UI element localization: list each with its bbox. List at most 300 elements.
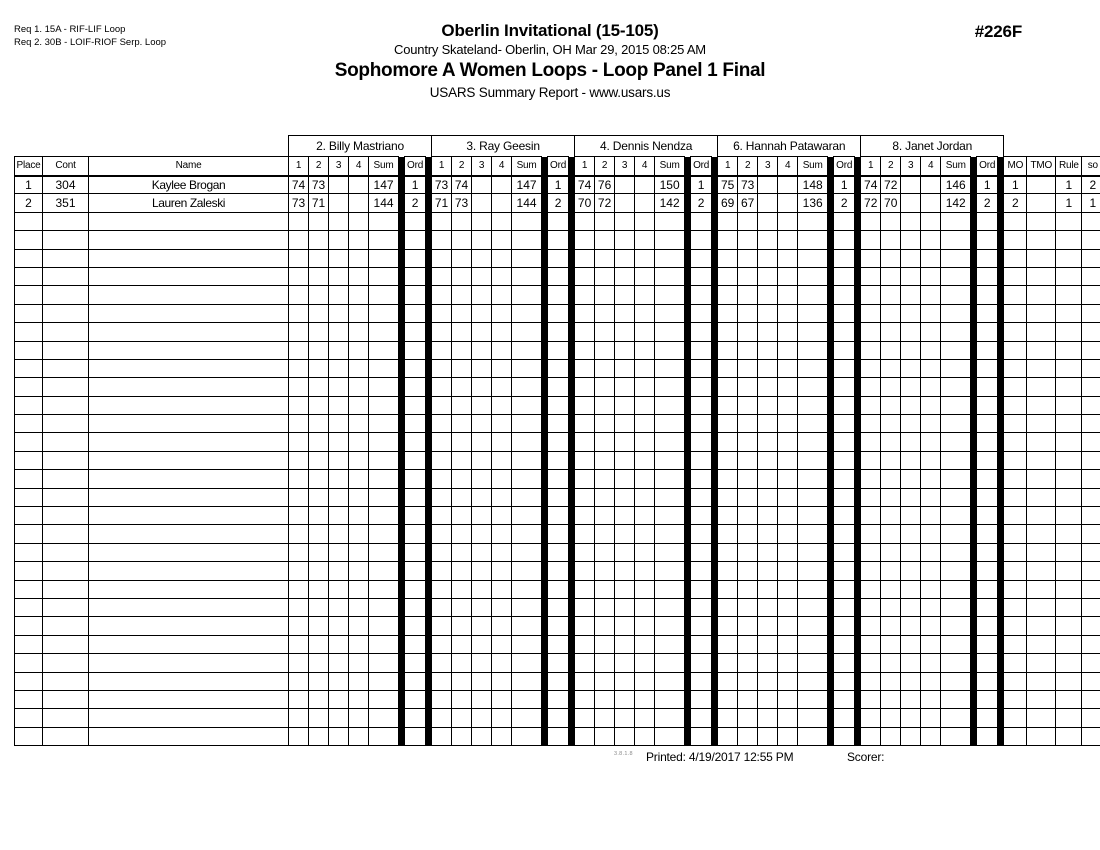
cell-judge-4-ord: 1 (834, 176, 855, 194)
cell-judge-3-col-5 (655, 598, 685, 616)
cell-judge-2-score-2: 74 (452, 176, 472, 194)
scorer-label: Scorer: (847, 750, 885, 764)
cell-judge-2-col-4 (492, 562, 512, 580)
cell-judge-1-col-1 (289, 267, 309, 285)
cell-judge-3-col-4 (635, 231, 655, 249)
cell-judge-2-col-2 (452, 415, 472, 433)
cell-so (1082, 690, 1100, 708)
cell-judge-5-col-5 (941, 727, 971, 745)
header-place: Place (15, 157, 43, 176)
cell-mo (1004, 396, 1027, 414)
cell-judge-3-col-2 (595, 598, 615, 616)
header-judge-5-col-2: 2 (881, 157, 901, 176)
cell-judge-5-col-2 (881, 433, 901, 451)
cell-place (15, 525, 43, 543)
cell-judge-5-score-2: 72 (881, 176, 901, 194)
cell-judge-1-col-4 (349, 635, 369, 653)
cell-judge-2-col-4 (492, 470, 512, 488)
header-judge-1-col-3: 3 (329, 157, 349, 176)
cell-judge-1-col-1 (289, 396, 309, 414)
cell-name (89, 212, 289, 230)
cell-judge-1-col-5 (369, 654, 399, 672)
cell-rule (1056, 415, 1082, 433)
cell-so (1082, 488, 1100, 506)
cell-judge-3-col-5 (655, 451, 685, 469)
header-judge-1-col-Sum: Sum (369, 157, 399, 176)
cell-judge-5-col-2 (881, 286, 901, 304)
cell-judge-5-col-1 (861, 286, 881, 304)
cell-judge-3-col-2 (595, 378, 615, 396)
cell-mo: 1 (1004, 176, 1027, 194)
cell-judge-3-score-2: 72 (595, 194, 615, 212)
cell-judge-1-col-3 (329, 249, 349, 267)
cell-judge-1-ord (405, 267, 426, 285)
cell-rule (1056, 433, 1082, 451)
cell-judge-4-col-4 (778, 470, 798, 488)
cell-cont (43, 617, 89, 635)
cell-place (15, 580, 43, 598)
cell-mo (1004, 378, 1027, 396)
cell-judge-1-col-2 (309, 396, 329, 414)
cell-judge-3-score-2: 76 (595, 176, 615, 194)
cell-judge-2-col-2 (452, 359, 472, 377)
cell-judge-4-col-1 (718, 212, 738, 230)
cell-judge-3-col-4 (635, 267, 655, 285)
cell-judge-4-col-4 (778, 580, 798, 598)
cell-judge-1-col-4 (349, 690, 369, 708)
cell-judge-5-col-1 (861, 690, 881, 708)
cell-judge-1-ord (405, 635, 426, 653)
cell-judge-4-col-4 (778, 396, 798, 414)
cell-judge-1-col-1 (289, 359, 309, 377)
cell-judge-2-ord (548, 690, 569, 708)
cell-rule (1056, 451, 1082, 469)
cell-judge-5-col-1 (861, 488, 881, 506)
cell-judge-1-col-5 (369, 488, 399, 506)
cell-rule (1056, 267, 1082, 285)
cell-judge-2-col-2 (452, 635, 472, 653)
meet-title: Oberlin Invitational (15-105) (441, 21, 659, 40)
cell-name (89, 672, 289, 690)
cell-judge-5-col-3 (901, 690, 921, 708)
cell-tmo (1027, 433, 1056, 451)
cell-judge-5-col-4 (921, 451, 941, 469)
header-judge-2-col-4: 4 (492, 157, 512, 176)
cell-judge-3-col-1 (575, 212, 595, 230)
cell-judge-3-col-1 (575, 267, 595, 285)
cell-judge-4-col-3 (758, 543, 778, 561)
cell-judge-3-col-3 (615, 323, 635, 341)
cell-place (15, 635, 43, 653)
cell-judge-2-col-1 (432, 672, 452, 690)
cell-judge-5-col-1 (861, 378, 881, 396)
cell-judge-3-col-3 (615, 727, 635, 745)
cell-judge-3-ord (691, 249, 712, 267)
cell-judge-4-score-3 (758, 194, 778, 212)
cell-judge-2-col-3 (472, 267, 492, 285)
cell-judge-4-col-4 (778, 543, 798, 561)
cell-judge-1-score-3 (329, 194, 349, 212)
cell-judge-3-col-2 (595, 249, 615, 267)
cell-judge-2-ord (548, 396, 569, 414)
cell-judge-3-col-2 (595, 617, 615, 635)
band-gap-tail (1004, 136, 1100, 157)
cell-judge-2-col-5 (512, 727, 542, 745)
cell-judge-5-col-1 (861, 709, 881, 727)
cell-judge-5-col-3 (901, 727, 921, 745)
cell-judge-3-col-3 (615, 304, 635, 322)
cell-so (1082, 635, 1100, 653)
cell-judge-1-col-4 (349, 359, 369, 377)
cell-judge-3-col-5 (655, 378, 685, 396)
cell-judge-3-col-1 (575, 341, 595, 359)
cell-judge-3-col-1 (575, 249, 595, 267)
cell-judge-1-col-1 (289, 617, 309, 635)
cell-judge-2-ord (548, 249, 569, 267)
cell-judge-1-col-5 (369, 507, 399, 525)
cell-judge-3-col-2 (595, 341, 615, 359)
table-row-empty (15, 415, 1100, 433)
cell-judge-3-col-4 (635, 709, 655, 727)
cell-judge-3-col-4 (635, 304, 655, 322)
cell-judge-5-col-4 (921, 359, 941, 377)
cell-place (15, 249, 43, 267)
cell-judge-5-ord (977, 470, 998, 488)
cell-place (15, 654, 43, 672)
cell-so (1082, 359, 1100, 377)
cell-judge-1-col-4 (349, 562, 369, 580)
cell-judge-3-col-2 (595, 507, 615, 525)
cell-judge-2-col-3 (472, 286, 492, 304)
cell-judge-4-col-1 (718, 562, 738, 580)
cell-judge-3-col-4 (635, 672, 655, 690)
cell-judge-3-ord (691, 672, 712, 690)
cell-judge-4-col-2 (738, 562, 758, 580)
cell-judge-2-col-3 (472, 617, 492, 635)
cell-judge-3-ord (691, 727, 712, 745)
cell-judge-5-col-1 (861, 507, 881, 525)
cell-judge-5-col-1 (861, 654, 881, 672)
cell-judge-5-col-2 (881, 598, 901, 616)
cell-judge-4-col-5 (798, 451, 828, 469)
cell-judge-3-col-2 (595, 562, 615, 580)
cell-judge-2-col-3 (472, 525, 492, 543)
cell-judge-3-col-2 (595, 267, 615, 285)
cell-mo (1004, 267, 1027, 285)
cell-judge-4-col-3 (758, 323, 778, 341)
header-name: Name (89, 157, 289, 176)
cell-judge-1-col-3 (329, 304, 349, 322)
cell-tmo (1027, 690, 1056, 708)
cell-judge-1-col-5 (369, 672, 399, 690)
cell-judge-2-col-1 (432, 727, 452, 745)
cell-judge-5-ord (977, 249, 998, 267)
cell-judge-5-col-4 (921, 562, 941, 580)
cell-judge-3-sum: 142 (655, 194, 685, 212)
cell-judge-2-col-3 (472, 470, 492, 488)
cell-judge-2-col-1 (432, 635, 452, 653)
cell-judge-1-ord (405, 323, 426, 341)
cell-judge-5-ord: 1 (977, 176, 998, 194)
cell-judge-3-col-4 (635, 415, 655, 433)
cell-judge-4-col-5 (798, 672, 828, 690)
cell-judge-3-ord (691, 212, 712, 230)
cell-judge-1-ord (405, 488, 426, 506)
cell-judge-5-col-4 (921, 580, 941, 598)
cell-judge-1-col-3 (329, 488, 349, 506)
cell-judge-3-col-5 (655, 359, 685, 377)
cell-judge-4-col-1 (718, 378, 738, 396)
cell-judge-5-col-4 (921, 617, 941, 635)
score-table (14, 135, 1100, 746)
cell-judge-5-col-2 (881, 396, 901, 414)
cell-rule (1056, 378, 1082, 396)
cell-cont (43, 415, 89, 433)
cell-judge-2-col-1 (432, 690, 452, 708)
cell-judge-5-col-1 (861, 304, 881, 322)
cell-judge-3-ord (691, 451, 712, 469)
cell-judge-2-col-5 (512, 359, 542, 377)
table-row-empty (15, 562, 1100, 580)
cell-name (89, 654, 289, 672)
cell-judge-5-col-4 (921, 690, 941, 708)
cell-judge-1-col-3 (329, 378, 349, 396)
cell-judge-2-col-3 (472, 378, 492, 396)
cell-judge-1-col-5 (369, 304, 399, 322)
cell-judge-5-ord (977, 323, 998, 341)
cell-judge-4-col-3 (758, 709, 778, 727)
cell-judge-3-ord (691, 654, 712, 672)
cell-judge-5-col-3 (901, 231, 921, 249)
requirement-line: Req 2. 30B - LOIF-RIOF Serp. Loop (14, 36, 167, 48)
cell-mo (1004, 562, 1027, 580)
cell-judge-2-col-3 (472, 543, 492, 561)
cell-place (15, 396, 43, 414)
cell-judge-1-col-2 (309, 580, 329, 598)
cell-judge-5-col-3 (901, 470, 921, 488)
cell-judge-5-col-3 (901, 617, 921, 635)
cell-judge-5-col-5 (941, 543, 971, 561)
cell-judge-4-ord (834, 488, 855, 506)
cell-judge-1-score-2: 71 (309, 194, 329, 212)
cell-judge-2-col-2 (452, 396, 472, 414)
cell-judge-4-col-3 (758, 654, 778, 672)
cell-judge-3-sum: 150 (655, 176, 685, 194)
cell-judge-2-col-1 (432, 543, 452, 561)
cell-judge-4-col-3 (758, 727, 778, 745)
cell-judge-2-col-1 (432, 378, 452, 396)
cell-judge-2-ord (548, 341, 569, 359)
report-source-line: USARS Summary Report - www.usars.us (429, 85, 671, 100)
cell-judge-3-col-1 (575, 304, 595, 322)
cell-place (15, 507, 43, 525)
cell-judge-4-ord (834, 470, 855, 488)
cell-judge-4-col-2 (738, 488, 758, 506)
cell-judge-2-col-5 (512, 323, 542, 341)
cell-tmo (1027, 212, 1056, 230)
cell-judge-5-ord (977, 690, 998, 708)
cell-judge-1-col-3 (329, 727, 349, 745)
cell-judge-1-col-1 (289, 562, 309, 580)
cell-judge-4-col-1 (718, 543, 738, 561)
cell-judge-3-ord (691, 396, 712, 414)
cell-judge-2-col-5 (512, 433, 542, 451)
cell-judge-1-col-2 (309, 709, 329, 727)
cell-judge-5-col-2 (881, 617, 901, 635)
cell-cont (43, 727, 89, 745)
cell-judge-4-score-4 (778, 194, 798, 212)
cell-judge-3-col-4 (635, 617, 655, 635)
cell-judge-4-col-2 (738, 286, 758, 304)
cell-place (15, 727, 43, 745)
cell-rule (1056, 654, 1082, 672)
cell-judge-3-col-3 (615, 598, 635, 616)
cell-rule (1056, 396, 1082, 414)
cell-mo (1004, 654, 1027, 672)
cell-judge-4-ord (834, 709, 855, 727)
cell-judge-4-col-5 (798, 341, 828, 359)
cell-judge-5-score-4 (921, 194, 941, 212)
cell-judge-3-col-4 (635, 249, 655, 267)
cell-judge-5-col-2 (881, 488, 901, 506)
cell-judge-1-col-2 (309, 267, 329, 285)
cell-tmo (1027, 598, 1056, 616)
cell-name (89, 341, 289, 359)
cell-judge-4-col-4 (778, 323, 798, 341)
cell-judge-5-ord (977, 654, 998, 672)
cell-judge-2-ord (548, 598, 569, 616)
cell-judge-3-score-4 (635, 194, 655, 212)
cell-judge-3-col-4 (635, 690, 655, 708)
cell-judge-1-ord (405, 212, 426, 230)
cell-judge-2-col-4 (492, 617, 512, 635)
cell-judge-4-col-5 (798, 709, 828, 727)
cell-cont: 351 (43, 194, 89, 212)
cell-judge-5-col-5 (941, 231, 971, 249)
cell-judge-4-col-4 (778, 635, 798, 653)
table-row-empty (15, 727, 1100, 745)
cell-judge-5-ord (977, 672, 998, 690)
cell-judge-1-ord (405, 709, 426, 727)
cell-judge-4-ord (834, 507, 855, 525)
cell-judge-5-col-5 (941, 286, 971, 304)
cell-judge-4-col-2 (738, 507, 758, 525)
cell-judge-4-col-2 (738, 470, 758, 488)
table-row-empty (15, 488, 1100, 506)
cell-judge-1-col-2 (309, 433, 329, 451)
cell-rule (1056, 525, 1082, 543)
cell-judge-4-col-5 (798, 396, 828, 414)
cell-judge-2-col-3 (472, 396, 492, 414)
cell-judge-3-ord (691, 433, 712, 451)
cell-judge-4-col-3 (758, 635, 778, 653)
cell-judge-5-ord (977, 396, 998, 414)
cell-judge-1-col-5 (369, 525, 399, 543)
cell-judge-5-col-3 (901, 323, 921, 341)
cell-judge-4-col-3 (758, 359, 778, 377)
cell-judge-4-ord (834, 359, 855, 377)
cell-rule (1056, 212, 1082, 230)
cell-judge-1-ord (405, 598, 426, 616)
cell-tmo (1027, 488, 1056, 506)
cell-judge-1-col-3 (329, 690, 349, 708)
cell-judge-4-col-2 (738, 672, 758, 690)
cell-judge-2-col-4 (492, 525, 512, 543)
cell-judge-4-col-2 (738, 323, 758, 341)
table-row-empty (15, 525, 1100, 543)
cell-judge-3-col-2 (595, 580, 615, 598)
cell-judge-4-ord (834, 543, 855, 561)
header-judge-1-col-Ord: Ord (405, 157, 426, 176)
cell-judge-4-col-2 (738, 415, 758, 433)
cell-tmo (1027, 525, 1056, 543)
cell-judge-1-col-2 (309, 617, 329, 635)
judge-name: 6. Hannah Patawaran (718, 136, 861, 157)
cell-judge-5-col-4 (921, 654, 941, 672)
cell-judge-5-col-2 (881, 249, 901, 267)
cell-judge-1-col-1 (289, 433, 309, 451)
cell-judge-5-ord (977, 543, 998, 561)
cell-judge-5-score-1: 74 (861, 176, 881, 194)
cell-judge-2-col-1 (432, 304, 452, 322)
report-footer (14, 750, 1043, 770)
cell-judge-1-col-1 (289, 672, 309, 690)
cell-judge-1-col-3 (329, 507, 349, 525)
cell-judge-2-col-5 (512, 212, 542, 230)
cell-judge-5-score-3 (901, 194, 921, 212)
cell-name (89, 396, 289, 414)
cell-judge-4-ord (834, 323, 855, 341)
table-row-empty (15, 267, 1100, 285)
cell-judge-3-col-3 (615, 433, 635, 451)
cell-so (1082, 396, 1100, 414)
header-judge-4-col-4: 4 (778, 157, 798, 176)
cell-judge-4-ord (834, 378, 855, 396)
cell-judge-1-col-5 (369, 212, 399, 230)
cell-mo (1004, 341, 1027, 359)
cell-judge-3-col-4 (635, 451, 655, 469)
cell-judge-5-score-1: 72 (861, 194, 881, 212)
cell-judge-4-col-1 (718, 488, 738, 506)
cell-judge-5-col-4 (921, 727, 941, 745)
cell-judge-2-col-4 (492, 672, 512, 690)
cell-name (89, 304, 289, 322)
cell-judge-3-col-3 (615, 654, 635, 672)
cell-judge-4-col-4 (778, 672, 798, 690)
cell-judge-2-col-3 (472, 562, 492, 580)
cell-rule (1056, 249, 1082, 267)
cell-judge-3-col-1 (575, 415, 595, 433)
cell-judge-1-ord (405, 231, 426, 249)
cell-judge-1-col-2 (309, 690, 329, 708)
cell-judge-4-col-2 (738, 727, 758, 745)
cell-judge-2-col-1 (432, 598, 452, 616)
cell-judge-3-col-1 (575, 451, 595, 469)
cell-judge-2-col-1 (432, 231, 452, 249)
cell-judge-3-col-1 (575, 396, 595, 414)
cell-judge-1-col-3 (329, 267, 349, 285)
cell-judge-5-col-4 (921, 543, 941, 561)
cell-judge-5-ord (977, 580, 998, 598)
cell-judge-1-col-3 (329, 562, 349, 580)
cell-judge-3-col-3 (615, 415, 635, 433)
cell-judge-2-col-3 (472, 323, 492, 341)
header-judge-3-col-3: 3 (615, 157, 635, 176)
cell-judge-5-col-4 (921, 286, 941, 304)
cell-judge-3-col-2 (595, 359, 615, 377)
table-row-empty (15, 212, 1100, 230)
cell-so (1082, 672, 1100, 690)
